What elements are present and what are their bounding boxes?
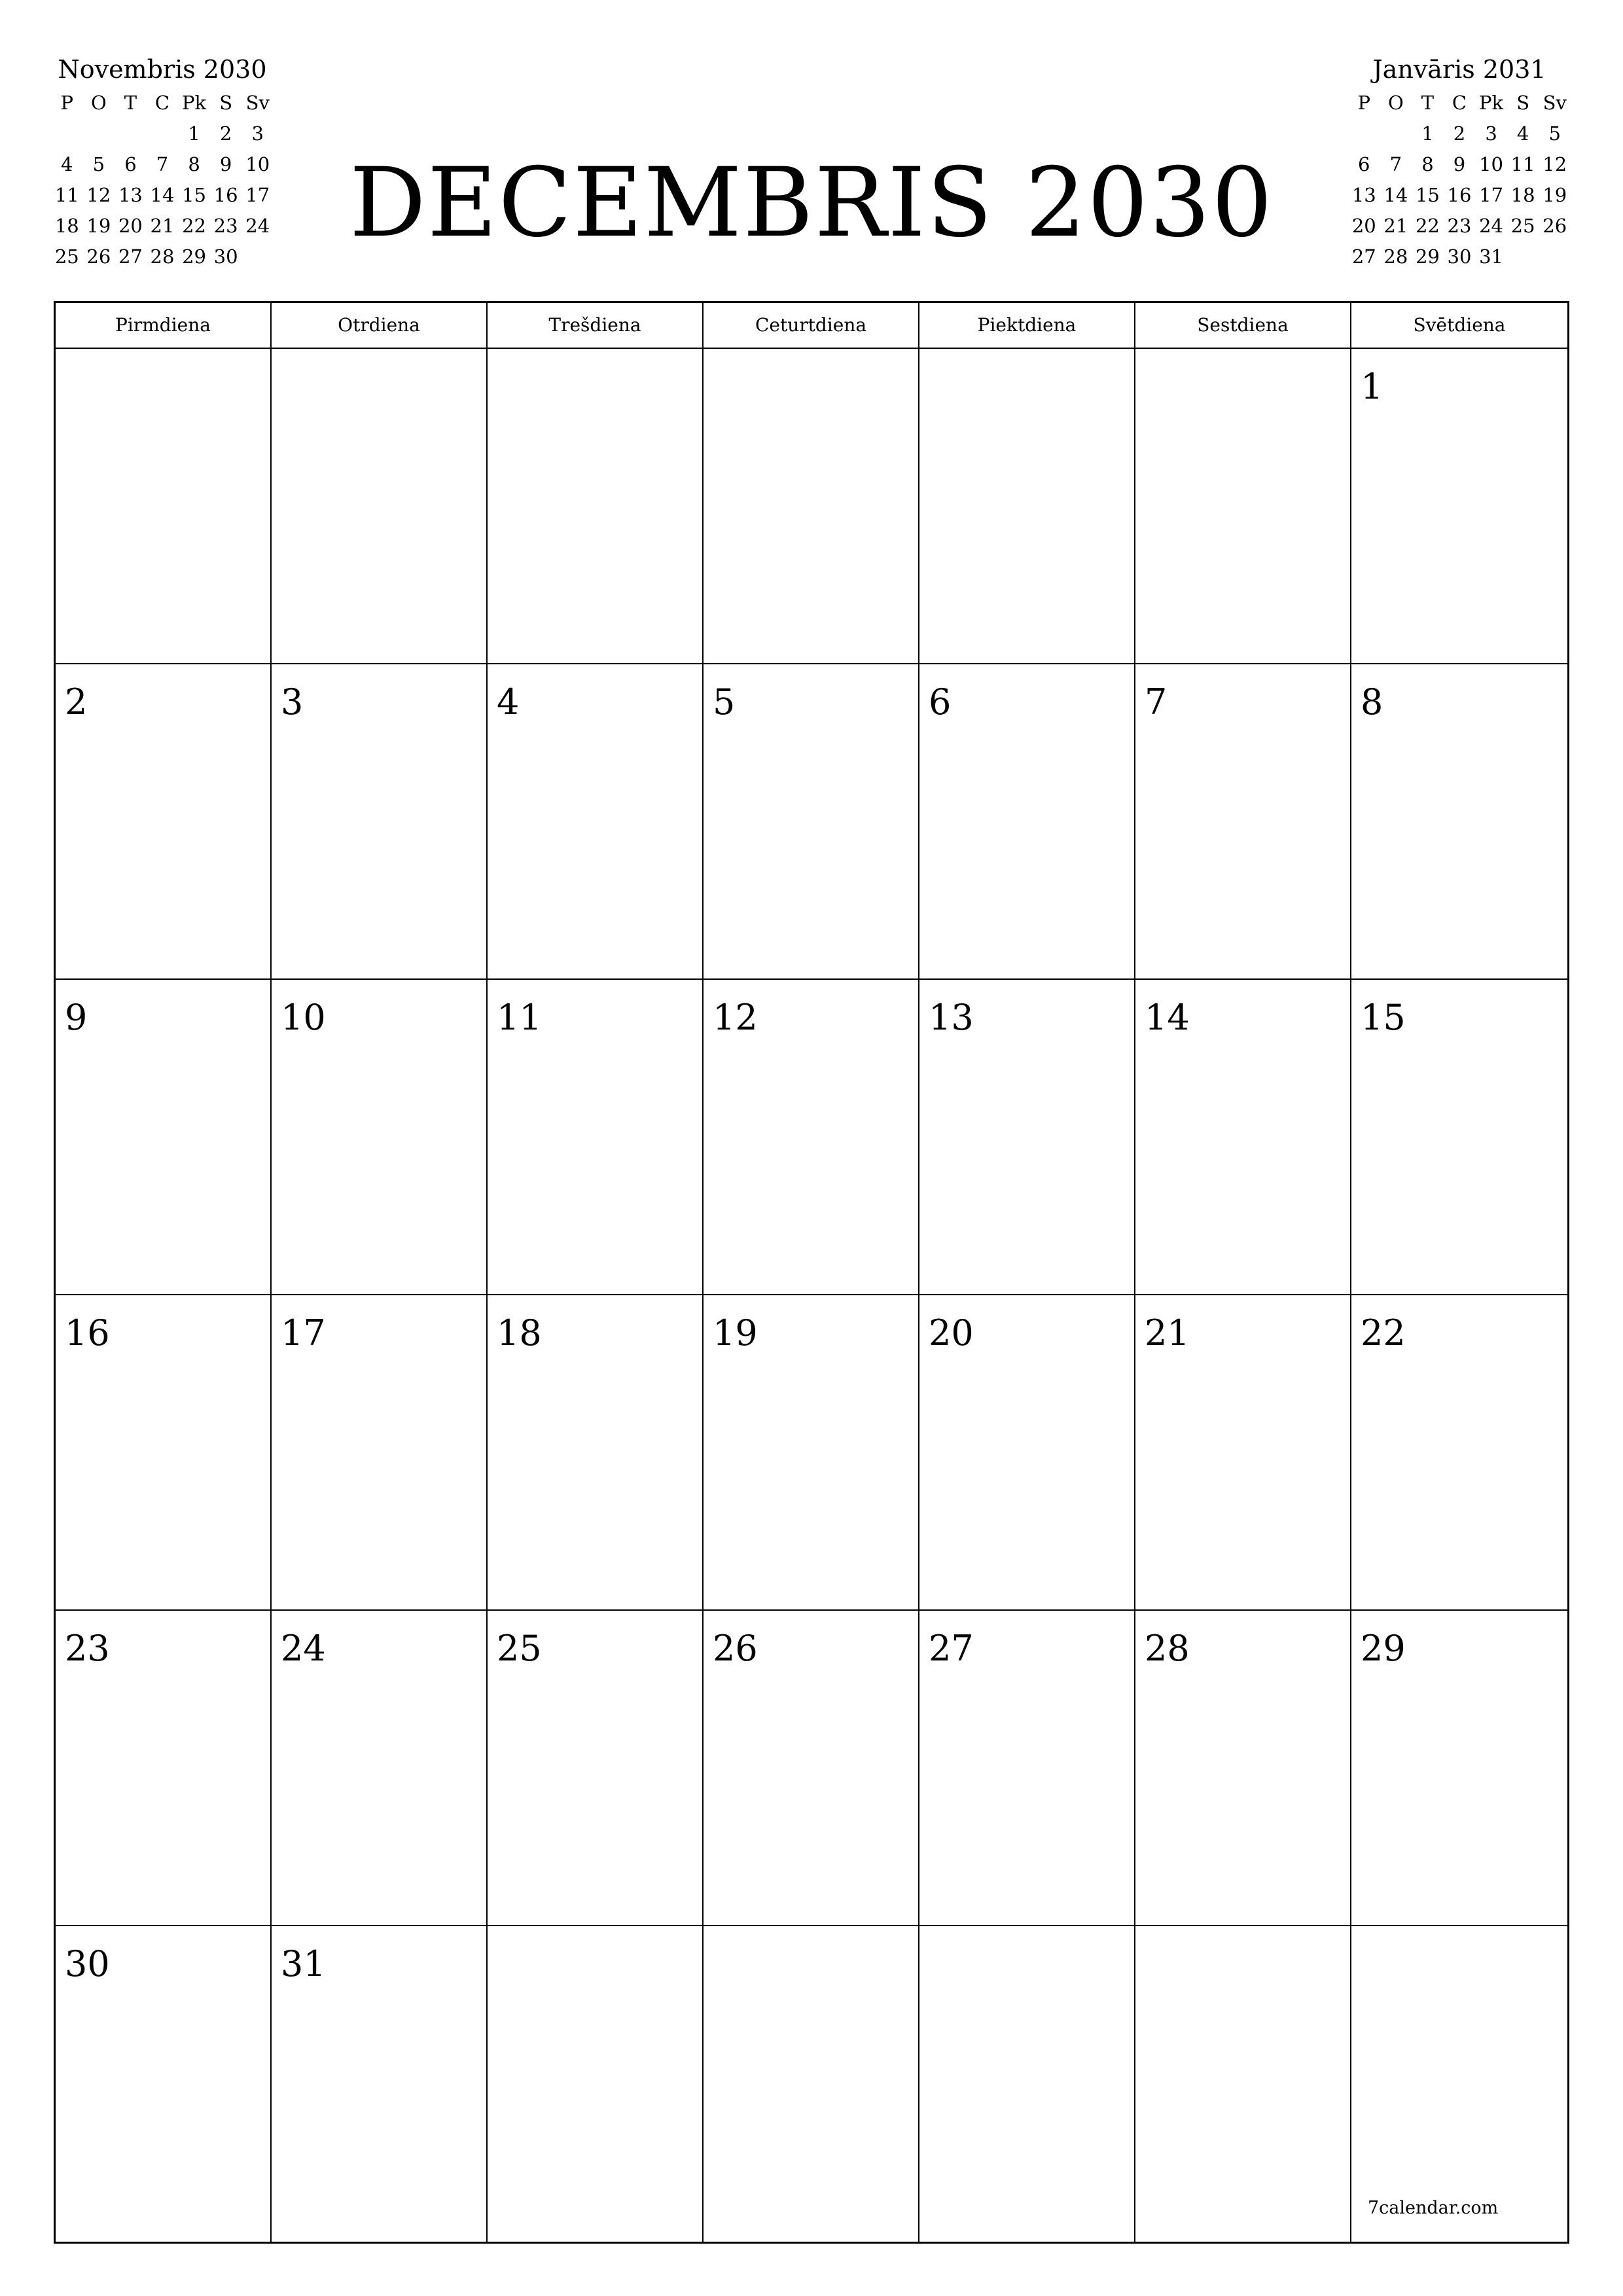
mini-calendar-title: Janvāris 2031 [1372, 55, 1546, 84]
mini-day-number: 30 [1447, 245, 1472, 268]
mini-day-number: 19 [1543, 184, 1567, 206]
mini-day-number: 12 [86, 184, 111, 206]
day-number: 14 [1145, 997, 1190, 1038]
day-cell[interactable] [1135, 980, 1351, 1295]
day-cell[interactable] [488, 1611, 704, 1926]
day-cell[interactable] [488, 1926, 704, 2242]
day-cell[interactable] [272, 980, 488, 1295]
mini-day-number: 21 [1383, 215, 1408, 237]
day-cell[interactable] [56, 980, 272, 1295]
page-title: DECEMBRIS 2030 [349, 147, 1274, 259]
day-number: 22 [1361, 1312, 1406, 1354]
mini-day-number: 8 [188, 153, 200, 175]
day-number: 13 [929, 997, 974, 1038]
mini-day-number: 11 [1510, 153, 1535, 175]
mini-day-number: 16 [213, 184, 238, 206]
day-cell[interactable] [919, 1926, 1135, 2242]
mini-day-number: 20 [1351, 215, 1376, 237]
day-number: 17 [281, 1312, 326, 1354]
day-cell[interactable] [56, 664, 272, 980]
day-number: 4 [497, 681, 520, 723]
day-number: 5 [713, 681, 736, 723]
footer-credit: 7calendar.com [1368, 2198, 1499, 2218]
day-cell[interactable] [272, 1926, 488, 2242]
mini-day-number: 14 [150, 184, 175, 206]
mini-day-number: 25 [1510, 215, 1535, 237]
mini-day-number: 24 [1479, 215, 1504, 237]
mini-day-number: 10 [245, 153, 270, 175]
day-cell[interactable] [919, 1611, 1135, 1926]
mini-day-number: 3 [251, 122, 264, 145]
mini-day-number [1539, 242, 1571, 272]
mini-day-number: 10 [1479, 153, 1504, 175]
mini-day-number: 26 [86, 245, 111, 268]
day-number: 26 [713, 1628, 758, 1669]
mini-day-number [1380, 118, 1412, 149]
mini-weekday-label: Pk [1479, 92, 1504, 114]
mini-day-number: 13 [118, 184, 143, 206]
day-cell[interactable] [56, 1295, 272, 1611]
mini-day-number: 15 [182, 184, 207, 206]
mini-weekday-label: Pk [182, 92, 207, 114]
mini-day-number: 16 [1447, 184, 1472, 206]
day-cell[interactable] [704, 664, 919, 980]
mini-day-number: 31 [1479, 245, 1504, 268]
mini-weekday-label: O [90, 92, 107, 114]
mini-day-number: 28 [150, 245, 175, 268]
weekday-header: Svētdiena [1413, 314, 1506, 336]
mini-day-number: 27 [1351, 245, 1376, 268]
mini-weekday-label: C [1452, 92, 1467, 114]
day-cell[interactable] [1135, 1926, 1351, 2242]
mini-day-number: 17 [245, 184, 270, 206]
day-cell[interactable] [1351, 664, 1567, 980]
mini-day-number: 12 [1543, 153, 1567, 175]
weekday-header: Pirmdiena [56, 303, 272, 348]
day-number: 31 [281, 1943, 326, 1984]
mini-day-number [1507, 242, 1539, 272]
day-cell[interactable] [272, 664, 488, 980]
day-cell[interactable] [1351, 1295, 1567, 1611]
mini-day-number: 27 [118, 245, 143, 268]
day-number: 3 [281, 681, 304, 723]
mini-weekday-label: P [60, 92, 74, 114]
mini-day-number: 3 [1485, 122, 1497, 145]
day-number: 23 [65, 1628, 110, 1669]
mini-day-number: 26 [1543, 215, 1567, 237]
day-cell[interactable] [488, 1295, 704, 1611]
day-number: 24 [281, 1628, 326, 1669]
day-number: 21 [1145, 1312, 1190, 1354]
mini-weekday-label: Sv [245, 92, 270, 114]
mini-day-number: 18 [54, 215, 79, 237]
mini-day-number: 22 [1415, 215, 1440, 237]
mini-day-number: 7 [1389, 153, 1402, 175]
day-cell[interactable] [919, 980, 1135, 1295]
mini-day-number: 14 [1383, 184, 1408, 206]
weekday-header: Sestdiena [1135, 303, 1351, 348]
day-cell[interactable] [704, 980, 919, 1295]
weekday-header: Otrdiena [272, 303, 488, 348]
day-cell[interactable] [704, 1295, 919, 1611]
day-cell[interactable] [919, 1295, 1135, 1611]
mini-day-number: 11 [54, 184, 79, 206]
day-number: 8 [1361, 681, 1383, 723]
day-number: 9 [65, 997, 88, 1038]
day-cell[interactable] [1135, 1611, 1351, 1926]
day-cell[interactable] [272, 349, 488, 664]
month-calendar-grid [54, 301, 1569, 2244]
mini-weekday-label: P [1357, 92, 1371, 114]
day-cell[interactable] [1351, 1611, 1567, 1926]
mini-day-number: 24 [245, 215, 270, 237]
mini-day-number: 2 [1453, 122, 1466, 145]
day-cell[interactable] [1135, 349, 1351, 664]
day-number: 15 [1361, 997, 1406, 1038]
mini-calendar-next-month [1348, 51, 1571, 272]
mini-day-number: 2 [219, 122, 232, 145]
day-number: 20 [929, 1312, 974, 1354]
mini-calendar-title: Novembris 2030 [58, 55, 267, 84]
day-cell[interactable] [56, 349, 272, 664]
mini-day-number: 15 [1415, 184, 1440, 206]
mini-day-number: 29 [182, 245, 207, 268]
day-number: 28 [1145, 1628, 1190, 1669]
day-number: 27 [929, 1628, 974, 1669]
day-cell[interactable] [1351, 980, 1567, 1295]
mini-weekday-label: S [219, 92, 233, 114]
mini-day-number: 6 [124, 153, 137, 175]
mini-weekday-label: C [154, 92, 170, 114]
mini-day-number: 30 [213, 245, 238, 268]
mini-day-number: 28 [1383, 245, 1408, 268]
weekday-header: Trešdiena [488, 303, 704, 348]
mini-day-number: 4 [1516, 122, 1529, 145]
day-number: 2 [65, 681, 88, 723]
day-number: 16 [65, 1312, 110, 1354]
mini-day-number: 20 [118, 215, 143, 237]
mini-day-number [1348, 118, 1380, 149]
day-number: 6 [929, 681, 952, 723]
mini-day-number: 18 [1510, 184, 1535, 206]
day-cell[interactable] [488, 664, 704, 980]
weekday-header: Ceturtdiena [704, 303, 919, 348]
day-cell[interactable] [919, 664, 1135, 980]
mini-weekday-label: T [1421, 92, 1435, 114]
mini-day-number: 8 [1421, 153, 1434, 175]
day-number: 12 [713, 997, 758, 1038]
day-cell[interactable] [704, 1611, 919, 1926]
day-cell[interactable] [1135, 664, 1351, 980]
mini-day-number: 1 [188, 122, 200, 145]
day-cell[interactable] [272, 1611, 488, 1926]
mini-day-number: 9 [219, 153, 232, 175]
weekday-header: Piektdiena [919, 303, 1135, 348]
day-cell[interactable] [272, 1295, 488, 1611]
day-number: 30 [65, 1943, 110, 1984]
mini-weekday-label: Sv [1543, 92, 1567, 114]
mini-day-number: 23 [1447, 215, 1472, 237]
mini-day-number: 22 [182, 215, 207, 237]
day-number: 19 [713, 1312, 758, 1354]
mini-day-number: 4 [61, 153, 73, 175]
day-number: 25 [497, 1628, 542, 1669]
day-cells-grid [56, 349, 1567, 2242]
mini-day-number: 7 [156, 153, 169, 175]
mini-day-number: 25 [54, 245, 79, 268]
mini-day-number: 17 [1479, 184, 1504, 206]
day-number: 1 [1361, 366, 1383, 407]
mini-day-number: 1 [1421, 122, 1434, 145]
mini-weekday-label: T [124, 92, 137, 114]
day-number: 7 [1145, 681, 1168, 723]
mini-day-number: 19 [86, 215, 111, 237]
weekday-header-row [56, 303, 1567, 349]
day-cell[interactable] [56, 1926, 272, 2242]
day-cell[interactable] [1351, 1926, 1567, 2242]
day-cell[interactable] [704, 1926, 919, 2242]
day-cell[interactable] [488, 980, 704, 1295]
day-cell[interactable] [704, 349, 919, 664]
mini-day-number: 21 [150, 215, 175, 237]
day-cell[interactable] [1135, 1295, 1351, 1611]
mini-day-number: 5 [1548, 122, 1561, 145]
day-number: 11 [497, 997, 542, 1038]
day-cell[interactable] [56, 1611, 272, 1926]
mini-day-number: 6 [1358, 153, 1370, 175]
day-number: 29 [1361, 1628, 1406, 1669]
day-cell[interactable] [1351, 349, 1567, 664]
day-cell[interactable] [919, 349, 1135, 664]
mini-calendar-grid [1348, 88, 1571, 272]
day-number: 18 [497, 1312, 542, 1354]
day-cell[interactable] [488, 349, 704, 664]
mini-day-number: 5 [92, 153, 105, 175]
mini-weekday-label: O [1387, 92, 1404, 114]
day-number: 10 [281, 997, 326, 1038]
mini-weekday-label: S [1516, 92, 1530, 114]
mini-day-number: 29 [1415, 245, 1440, 268]
mini-day-number: 9 [1453, 153, 1466, 175]
mini-day-number: 23 [213, 215, 238, 237]
mini-day-number: 13 [1351, 184, 1376, 206]
